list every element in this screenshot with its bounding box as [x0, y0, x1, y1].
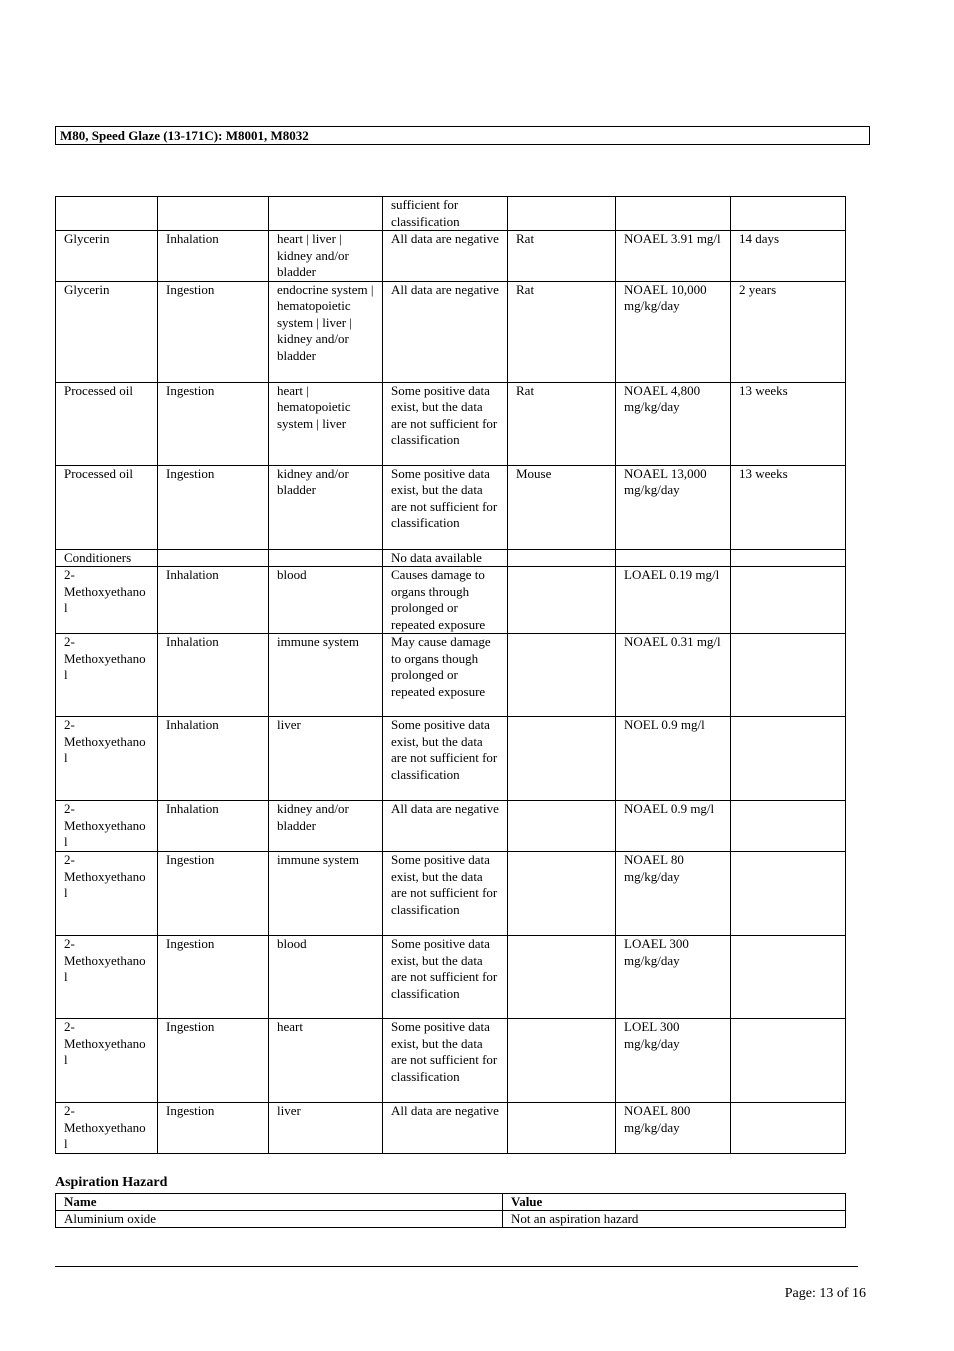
table-row	[56, 1103, 846, 1154]
table-cell: 2-Methoxyethanol	[56, 936, 158, 1019]
table-cell: Some positive data exist, but the data are not sufficient for classification	[383, 852, 508, 936]
table-cell	[158, 197, 269, 231]
table-cell: No data available	[383, 549, 508, 567]
table-cell: Ingestion	[158, 281, 269, 382]
table-cell: Some positive data exist, but the data are not sufficient for classification	[383, 1019, 508, 1103]
table-cell: NOAEL 80 mg/kg/day	[616, 852, 731, 936]
table-cell	[269, 197, 383, 231]
table-cell	[56, 197, 158, 231]
table-cell: Rat	[508, 382, 616, 465]
table-cell	[508, 197, 616, 231]
table-cell: kidney and/or bladder	[269, 465, 383, 549]
table-cell: liver	[269, 717, 383, 801]
page-number: Page: 13 of 16	[784, 1286, 866, 1301]
table-cell: Ingestion	[158, 1019, 269, 1103]
table-cell: Some positive data exist, but the data are not sufficient for classification	[383, 936, 508, 1019]
table-cell: Ingestion	[158, 1103, 269, 1154]
table-row	[56, 231, 846, 282]
table-cell	[731, 1019, 846, 1103]
table-cell	[731, 567, 846, 634]
table-cell: NOAEL 800 mg/kg/day	[616, 1103, 731, 1154]
table-cell	[508, 1103, 616, 1154]
table-row	[56, 382, 846, 465]
toxicity-table-body	[56, 197, 846, 1154]
table-cell: Ingestion	[158, 936, 269, 1019]
table-cell	[508, 549, 616, 567]
table-cell	[508, 567, 616, 634]
table-cell: Rat	[508, 231, 616, 282]
table-cell: kidney and/or bladder	[269, 801, 383, 852]
table-cell: Inhalation	[158, 567, 269, 634]
table-cell	[731, 634, 846, 717]
table-row	[56, 197, 846, 231]
table-row	[56, 852, 846, 936]
aspiration-cell-value: Not an aspiration hazard	[503, 1211, 846, 1228]
table-cell: NOAEL 4,800 mg/kg/day	[616, 382, 731, 465]
table-cell	[731, 549, 846, 567]
table-cell: Processed oil	[56, 382, 158, 465]
table-cell: endocrine system | hematopoietic system | liver | kidney and/or bladder	[269, 281, 383, 382]
table-row	[56, 281, 846, 382]
table-cell: LOAEL 0.19 mg/l	[616, 567, 731, 634]
table-cell: blood	[269, 936, 383, 1019]
table-cell	[508, 717, 616, 801]
table-cell: NOEL 0.9 mg/l	[616, 717, 731, 801]
table-cell: liver	[269, 1103, 383, 1154]
table-row	[56, 465, 846, 549]
table-row	[56, 936, 846, 1019]
table-cell: NOAEL 0.9 mg/l	[616, 801, 731, 852]
aspiration-hazard-table	[55, 1193, 846, 1228]
table-cell	[731, 852, 846, 936]
table-cell: NOAEL 0.31 mg/l	[616, 634, 731, 717]
aspiration-header-name: Name	[56, 1194, 503, 1211]
table-cell: Conditioners	[56, 549, 158, 567]
table-cell	[616, 197, 731, 231]
table-cell: Ingestion	[158, 465, 269, 549]
table-row	[56, 567, 846, 634]
table-row	[56, 801, 846, 852]
table-cell: Inhalation	[158, 717, 269, 801]
table-cell: Ingestion	[158, 382, 269, 465]
table-cell: heart	[269, 1019, 383, 1103]
document-header-title: M80, Speed Glaze (13-171C): M8001, M8032	[55, 126, 870, 145]
table-cell: May cause damage to organs though prolonged or repeated exposure	[383, 634, 508, 717]
table-cell: LOAEL 300 mg/kg/day	[616, 936, 731, 1019]
aspiration-hazard-title: Aspiration Hazard	[55, 1175, 168, 1190]
table-cell	[731, 936, 846, 1019]
table-cell: 2-Methoxyethanol	[56, 801, 158, 852]
table-cell: 13 weeks	[731, 382, 846, 465]
table-row	[56, 717, 846, 801]
table-cell: Rat	[508, 281, 616, 382]
table-cell	[158, 549, 269, 567]
table-cell: All data are negative	[383, 281, 508, 382]
table-row	[56, 634, 846, 717]
table-cell: heart | liver | kidney and/or bladder	[269, 231, 383, 282]
table-cell	[616, 549, 731, 567]
table-cell: Inhalation	[158, 634, 269, 717]
table-cell: heart | hematopoietic system | liver	[269, 382, 383, 465]
table-cell: Inhalation	[158, 801, 269, 852]
toxicity-table	[55, 196, 846, 1154]
table-cell: 2-Methoxyethanol	[56, 852, 158, 936]
aspiration-header-row	[56, 1194, 846, 1211]
table-cell: 2-Methoxyethanol	[56, 1103, 158, 1154]
table-cell: sufficient for classification	[383, 197, 508, 231]
table-cell: Some positive data exist, but the data are not sufficient for classification	[383, 717, 508, 801]
table-cell: NOAEL 13,000 mg/kg/day	[616, 465, 731, 549]
table-cell	[731, 801, 846, 852]
table-cell: 2-Methoxyethanol	[56, 1019, 158, 1103]
table-cell: Processed oil	[56, 465, 158, 549]
table-cell: Causes damage to organs through prolonged or repeated exposure	[383, 567, 508, 634]
table-row	[56, 549, 846, 567]
table-cell: All data are negative	[383, 1103, 508, 1154]
table-cell: LOEL 300 mg/kg/day	[616, 1019, 731, 1103]
table-cell: immune system	[269, 634, 383, 717]
aspiration-row	[56, 1211, 846, 1228]
table-cell: Some positive data exist, but the data are not sufficient for classification	[383, 382, 508, 465]
table-cell	[731, 197, 846, 231]
table-cell: Glycerin	[56, 231, 158, 282]
table-cell: NOAEL 10,000 mg/kg/day	[616, 281, 731, 382]
table-cell: NOAEL 3.91 mg/l	[616, 231, 731, 282]
table-cell: immune system	[269, 852, 383, 936]
table-cell: Mouse	[508, 465, 616, 549]
table-cell: Inhalation	[158, 231, 269, 282]
table-cell: 14 days	[731, 231, 846, 282]
table-cell: Glycerin	[56, 281, 158, 382]
table-cell: 2-Methoxyethanol	[56, 717, 158, 801]
table-cell: Ingestion	[158, 852, 269, 936]
table-cell	[508, 936, 616, 1019]
table-cell: Some positive data exist, but the data are not sufficient for classification	[383, 465, 508, 549]
table-cell: All data are negative	[383, 231, 508, 282]
table-cell: 13 weeks	[731, 465, 846, 549]
table-cell	[731, 717, 846, 801]
table-cell	[269, 549, 383, 567]
table-cell	[731, 1103, 846, 1154]
table-cell: blood	[269, 567, 383, 634]
table-cell: 2-Methoxyethanol	[56, 634, 158, 717]
table-cell: All data are negative	[383, 801, 508, 852]
aspiration-header-value: Value	[503, 1194, 846, 1211]
table-cell	[508, 852, 616, 936]
table-cell	[508, 801, 616, 852]
table-row	[56, 1019, 846, 1103]
table-cell	[508, 634, 616, 717]
footer-divider	[55, 1266, 858, 1267]
table-cell	[508, 1019, 616, 1103]
table-cell: 2 years	[731, 281, 846, 382]
table-cell: 2-Methoxyethanol	[56, 567, 158, 634]
aspiration-cell-name: Aluminium oxide	[56, 1211, 503, 1228]
